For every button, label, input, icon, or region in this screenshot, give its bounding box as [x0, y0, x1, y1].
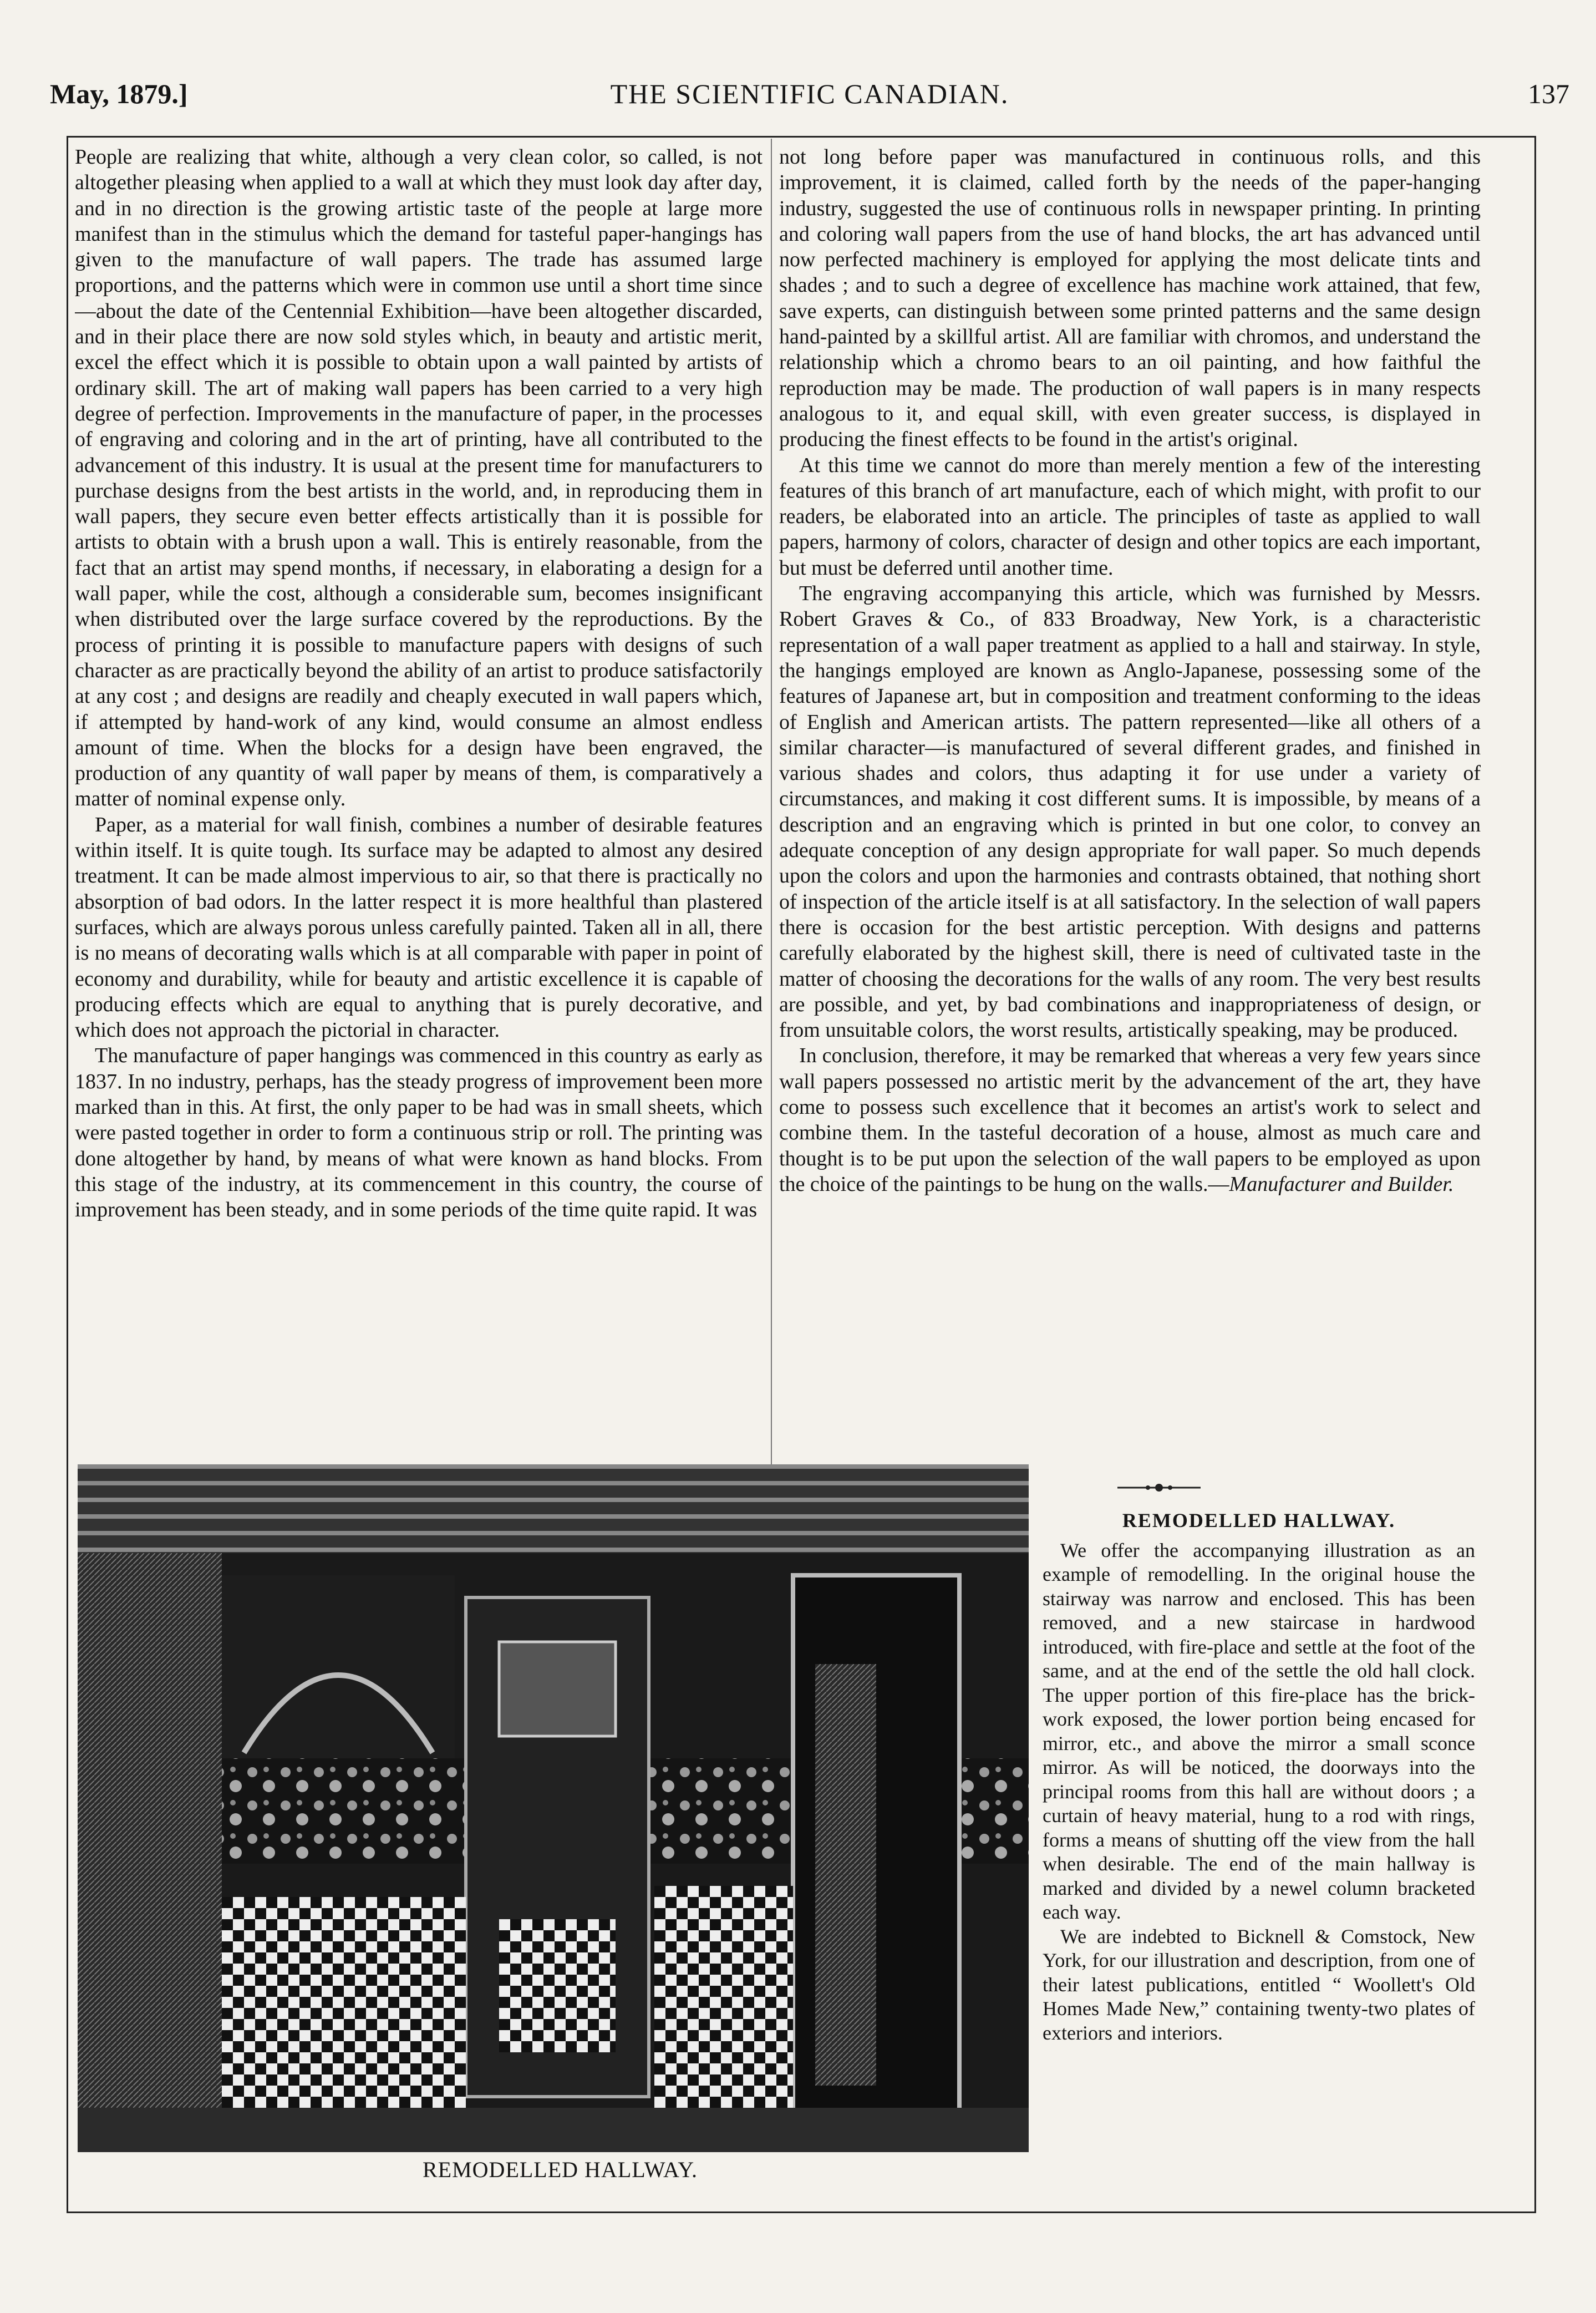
sidebar-heading: REMODELLED HALLWAY. — [1122, 1509, 1396, 1531]
article-column-left — [75, 144, 763, 1573]
hallway-engraving — [78, 1464, 1029, 2152]
sidebar-article — [1043, 1509, 1475, 2191]
settle — [222, 1897, 466, 2108]
floor — [78, 2108, 1029, 2152]
article-column-right — [779, 144, 1481, 1487]
running-header — [50, 78, 1569, 122]
engraving-caption: REMODELLED HALLWAY. — [422, 2157, 698, 2182]
sidebar-paragraph: We offer the accompanying illustration as an example of remodelling. In the original house the stairway was narrow and enclosed. This has been removed, and a new staircase in hardwood introduced, with fire-place and settle at the foot of the same, and at the end of the settle the old hall clock. The upper portion of this fire-place has the brick-work exposed, the lower portion being encased for mirror, etc., and above the mirror a small sconce mirror. As will be noticed, the doorways into the principal rooms from this hall are without doors ; a curtain of heavy material, hung to a rod with rings, forms a means of shutting off the view from the hall when desirable. The end of the main hallway is marked and divided by a newel column bracketed each way. — [1043, 1539, 1475, 1923]
wainscot — [654, 1886, 793, 2130]
ceiling-beams — [78, 1464, 1029, 1553]
column-rule — [771, 139, 772, 1595]
article-paragraph — [779, 1043, 1481, 1197]
article-paragraph: Paper, as a material for wall finish, combines a number of desirable features within itself. It is quite tough. Its surface may be adapted to almost any desired treatment. It can be made almost impervious to air, so that there is practically no absorption of bad odors. In the latter respect it is more healthful than plastered surfaces, which are always porous unless carefully painted. Taken all in all, there is no means of decorating walls which is at all comparable with paper in point of economy and durability, while for beauty and artistic excellence it is capable of producing effects which are equal to anything that is purely decorative, and which does not approach the pictorial in character. — [75, 813, 763, 1042]
source-credit: Manufacturer and Builder. — [1229, 1172, 1454, 1196]
article-closing-text: In conclusion, therefore, it may be remarked that whereas a very few years since wall papers possessed no artistic merit by the advancement of the art, they have come to possess such excellence that it becomes an artist's work to select and combine them. In the tasteful decoration of a house, almost as much care and thought is to be put upon the selection of the wall papers to be employed as upon the choice of the paintings to be hung on the walls.— — [779, 1044, 1481, 1196]
section-ornament — [1112, 1483, 1206, 1493]
left-wall-paper — [78, 1553, 222, 2152]
article-paragraph: At this time we cannot do more than merely mention a few of the interesting features of this branch of art manufacture, each of which might, with profit to our readers, be elaborated into an article. The principles of taste as applied to wall papers, harmony of colors, character of design and other topics are each important, but must be deferred until another time. — [779, 453, 1481, 580]
article-paragraph: The manufacture of paper hangings was commenced in this country as early as 1837. In no industry, perhaps, has the steady progress of improvement been more marked than in this. At first, the only paper to be had was in small sheets, which were pasted together in order to form a continuous strip or roll. The printing was done altogether by hand, by means of what were known as hand blocks. From this stage of the industry, at its commencement in this country, the course of improvement has been steady, and in some periods of the time quite rapid. It was — [75, 1044, 763, 1222]
publication-title: THE SCIENTIFIC CANADIAN. — [610, 78, 1009, 109]
issue-date: May, 1879.] — [50, 78, 188, 109]
article-paragraph: not long before paper was manufactured in continuous rolls, and this improvement, it is claimed, called forth by the needs of the paper-hanging industry, suggested the use of continuous rolls in newspaper printing. In printing and coloring wall papers from the use of hand blocks, the art has advanced until now perfected machinery is employed for applying the most delicate tints and shades ; and to such a degree of excellence has machine work attained, that few, save experts, can distinguish between some printed patterns and the same design hand-painted by a skillful artist. All are familiar with chromos, and understand the relationship which a chromo bears to an oil painting, and how faithful the reproduction may be made. The production of wall papers is in many respects analogous to it, and equal skill, with even greater success, is displayed in producing the finest effects to be found in the artist's original. — [779, 145, 1481, 452]
firebox — [499, 1919, 616, 2052]
mirror — [499, 1642, 616, 1736]
sidebar-paragraph: We are indebted to Bicknell & Comstock, New York, for our illustration and description, from one of their latest publications, entitled “ Woollett's Old Homes Made New,” containing twenty-two plates of exteriors and interiors. — [1043, 1925, 1475, 2044]
page-number: 137 — [1528, 78, 1569, 109]
door-curtain — [815, 1664, 876, 2086]
article-paragraph: People are realizing that white, although a very clean color, so called, is not altogether pleasing when applied to a wall at which they must look day after day, and in no direction is the growing artistic taste of the people at large more manifest than in the stimulus which the demand for tasteful paper-hangings has given to the manufacture of wall papers. The trade has assumed large proportions, and the patterns which were in common use until a short time since—about the date of the Centennial Exhibition—have been altogether discarded, and in their place there are now sold styles which, in beauty and artistic merit, excel the effect which it is possible to obtain upon a wall painted by artists of ordinary skill. The art of making wall papers has been carried to a very high degree of perfection. Improvements in the manufacture of paper, in the processes of engraving and coloring and in the art of printing, have all contributed to the advancement of this industry. It is usual at the present time for manufacturers to purchase designs from the best artists in the world, and, in reproducing them in wall papers, they secure even better effects artistically than it is possible for artists to obtain with a brush upon a wall. This is entirely reasonable, from the fact that an artist may spend months, if necessary, in elaborating a design for a wall paper, while the cost, although a considerable sum, becomes insignificant when distributed over the large surface covered by the reproductions. By the process of printing it is possible to manufacture papers with designs of such character as are practically beyond the ability of an artist to produce satisfactorily at any cost ; and designs are readily and cheaply executed in wall papers which, if attempted by hand-work of any kind, would consume an almost endless amount of time. When the blocks for a design have been engraved, the production of any quantity of wall paper by means of them, is comparatively a matter of nominal expense only. — [75, 145, 763, 811]
article-paragraph: The engraving accompanying this article, which was furnished by Messrs. Robert Graves & Co., of 833 Broadway, New York, is a characteristic representation of a wall paper treatment as applied to a hall and stairway. In style, the hangings employed are known as Anglo-Japanese, possessing some of the features of Japanese art, but in composition and treatment conforming to the ideas of English and American artists. The pattern represented—like all others of a similar character—is manufactured of several different grades, and finished in various shades and colors, thus adapting it for use under a variety of circumstances, and making it cost different sums. It is impossible, by means of a description and an engraving which is printed in but one color, to convey an adequate conception of any design appropriate for wall paper. So much depends upon the colors and upon the harmonies and contrasts obtained, that nothing short of inspection of the article itself is at all satisfactory. In the selection of wall papers there is occasion for the best artistic perception. With designs and patterns carefully elaborated by the highest skill, there is need of cultivated taste in the matter of choosing the decorations for the walls of any room. The very best results are possible, and yet, by bad combinations and inappropriateness of design, or from unsuitable colors, the worst results, artistically speaking, may be produced. — [779, 582, 1481, 1042]
